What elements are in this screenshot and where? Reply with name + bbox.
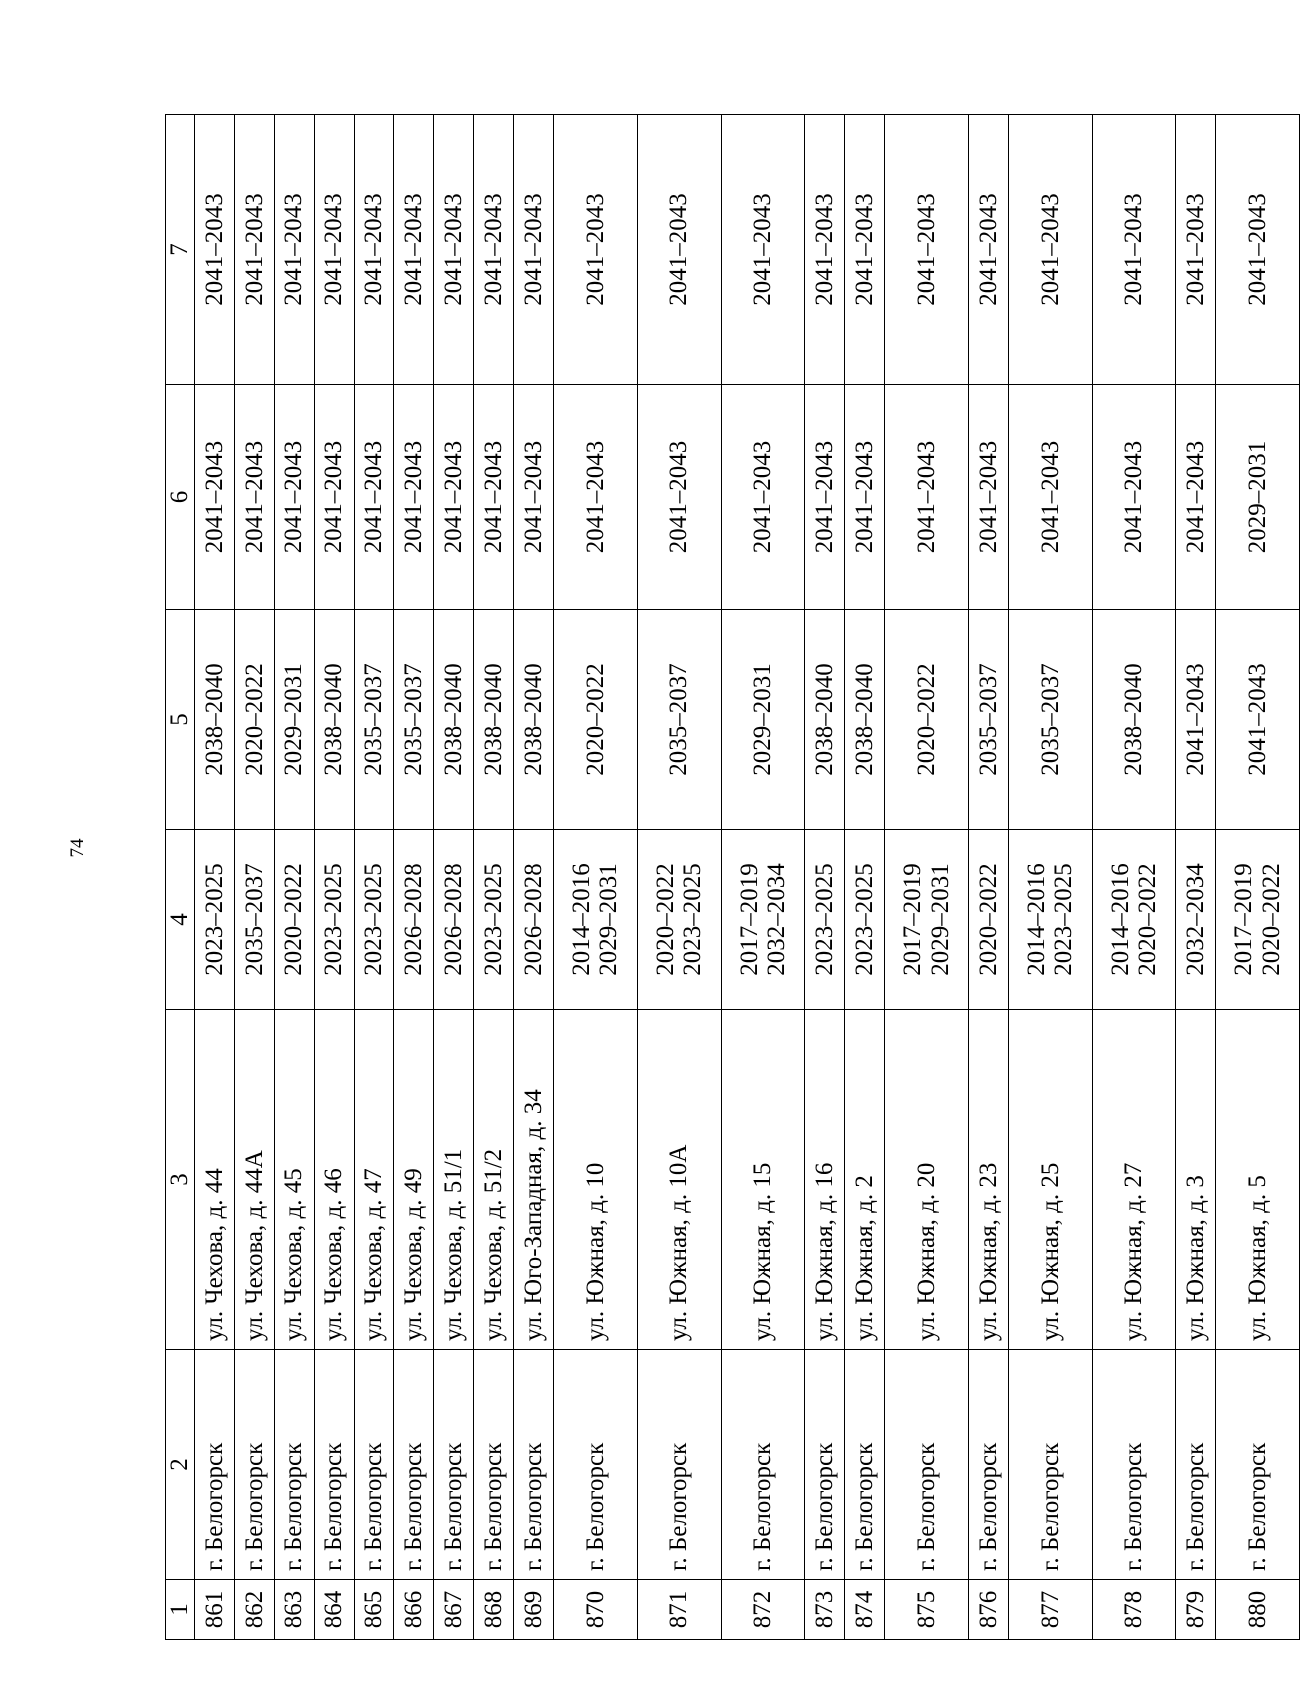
period-line: 2026–2028 <box>440 863 468 976</box>
period-col5-cell: 2038–2040 <box>474 610 514 830</box>
table-row <box>721 115 805 1640</box>
period-col4-cell <box>805 830 845 1010</box>
period-col6-cell: 2041–2043 <box>514 385 554 610</box>
address-cell: ул. Южная, д. 25 <box>1008 1010 1092 1350</box>
period-col5-cell: 2041–2043 <box>1176 610 1216 830</box>
city-cell: г. Белогорск <box>514 1350 554 1580</box>
period-col4-cell <box>1008 830 1092 1010</box>
city-cell: г. Белогорск <box>474 1350 514 1580</box>
row-number-cell: 875 <box>885 1580 969 1640</box>
table-row <box>514 115 554 1640</box>
row-number-cell: 868 <box>474 1580 514 1640</box>
city-cell: г. Белогорск <box>554 1350 638 1580</box>
table-row <box>637 115 721 1640</box>
period-col6-cell: 2041–2043 <box>394 385 434 610</box>
period-line: 2020–2022 <box>1134 863 1162 976</box>
period-col7-cell: 2041–2043 <box>637 115 721 385</box>
address-cell: ул. Южная, д. 16 <box>805 1010 845 1350</box>
city-cell: г. Белогорск <box>885 1350 969 1580</box>
city-cell: г. Белогорск <box>434 1350 474 1580</box>
period-col5-cell: 2038–2040 <box>1092 610 1176 830</box>
period-col4-cell <box>195 830 235 1010</box>
table-row <box>234 115 274 1640</box>
table-row <box>314 115 354 1640</box>
period-col7-cell: 2041–2043 <box>885 115 969 385</box>
period-line: 2023–2025 <box>811 863 839 976</box>
city-cell: г. Белогорск <box>637 1350 721 1580</box>
period-line: 2023–2025 <box>320 863 348 976</box>
period-col7-cell: 2041–2043 <box>1092 115 1176 385</box>
period-line: 2017–2019 <box>899 863 927 976</box>
address-cell: ул. Южная, д. 27 <box>1092 1010 1176 1350</box>
period-col6-cell: 2041–2043 <box>354 385 394 610</box>
row-number-cell: 870 <box>554 1580 638 1640</box>
period-col4-cell <box>1092 830 1176 1010</box>
period-col7-cell: 2041–2043 <box>805 115 845 385</box>
address-cell: ул. Чехова, д. 46 <box>314 1010 354 1350</box>
period-col4-cell <box>885 830 969 1010</box>
page-number: 74 <box>67 838 88 858</box>
period-line: 2020–2022 <box>974 863 1002 976</box>
period-col5-cell: 2035–2037 <box>968 610 1008 830</box>
period-col4-cell <box>637 830 721 1010</box>
table-row <box>885 115 969 1640</box>
row-number-cell: 865 <box>354 1580 394 1640</box>
period-col7-cell: 2041–2043 <box>1176 115 1216 385</box>
period-col7-cell: 2041–2043 <box>234 115 274 385</box>
period-line: 2032–2034 <box>763 863 790 976</box>
period-col5-cell: 2041–2043 <box>1216 610 1300 830</box>
city-cell: г. Белогорск <box>968 1350 1008 1580</box>
row-number-cell: 880 <box>1216 1580 1300 1640</box>
address-cell: ул. Чехова, д. 47 <box>354 1010 394 1350</box>
row-number-cell: 862 <box>234 1580 274 1640</box>
city-cell: г. Белогорск <box>1176 1350 1216 1580</box>
period-col4-cell <box>845 830 885 1010</box>
period-col6-cell: 2041–2043 <box>274 385 314 610</box>
row-number-cell: 866 <box>394 1580 434 1640</box>
city-cell: г. Белогорск <box>1216 1350 1300 1580</box>
period-col5-cell: 2038–2040 <box>434 610 474 830</box>
period-col6-cell: 2041–2043 <box>805 385 845 610</box>
row-number-cell: 877 <box>1008 1580 1092 1640</box>
period-col7-cell: 2041–2043 <box>434 115 474 385</box>
period-col7-cell: 2041–2043 <box>274 115 314 385</box>
address-cell: ул. Южная, д. 5 <box>1216 1010 1300 1350</box>
period-line: 2029–2031 <box>595 863 623 976</box>
period-line: 2023–2025 <box>360 863 388 976</box>
period-col7-cell: 2041–2043 <box>195 115 235 385</box>
period-col7-cell: 2041–2043 <box>554 115 638 385</box>
city-cell: г. Белогорск <box>354 1350 394 1580</box>
period-col4-cell <box>721 830 805 1010</box>
period-col6-cell: 2041–2043 <box>314 385 354 610</box>
period-col5-cell: 2038–2040 <box>314 610 354 830</box>
period-col6-cell: 2041–2043 <box>554 385 638 610</box>
address-cell: ул. Чехова, д. 44 <box>195 1010 235 1350</box>
address-cell: ул. Южная, д. 23 <box>968 1010 1008 1350</box>
period-col4-cell <box>1176 830 1216 1010</box>
period-col5-cell: 2038–2040 <box>514 610 554 830</box>
period-line: 2023–2025 <box>1050 863 1078 976</box>
period-col6-cell: 2041–2043 <box>721 385 805 610</box>
period-col4-cell <box>354 830 394 1010</box>
table-container <box>165 115 1300 1640</box>
period-col7-cell: 2041–2043 <box>1216 115 1300 385</box>
row-number-cell: 863 <box>274 1580 314 1640</box>
period-line: 2032–2034 <box>1182 863 1210 976</box>
period-col6-cell: 2041–2043 <box>1176 385 1216 610</box>
city-cell: г. Белогорск <box>234 1350 274 1580</box>
address-cell: ул. Южная, д. 2 <box>845 1010 885 1350</box>
period-col6-cell: 2041–2043 <box>434 385 474 610</box>
address-cell: ул. Южная, д. 10 <box>554 1010 638 1350</box>
period-line: 2035–2037 <box>240 863 268 976</box>
period-col4-cell <box>394 830 434 1010</box>
period-line: 2026–2028 <box>400 863 428 976</box>
table-row <box>474 115 514 1640</box>
period-line: 2023–2025 <box>679 863 707 976</box>
row-number-cell: 879 <box>1176 1580 1216 1640</box>
period-col4-cell <box>1216 830 1300 1010</box>
table-row <box>274 115 314 1640</box>
period-col4-cell <box>314 830 354 1010</box>
period-col7-cell: 2041–2043 <box>514 115 554 385</box>
table-row <box>434 115 474 1640</box>
period-col5-cell: 2038–2040 <box>805 610 845 830</box>
period-col4-cell <box>434 830 474 1010</box>
period-col6-cell: 2041–2043 <box>845 385 885 610</box>
row-number-cell: 873 <box>805 1580 845 1640</box>
period-col6-cell: 2041–2043 <box>1008 385 1092 610</box>
table-row <box>1176 115 1216 1640</box>
row-number-cell: 864 <box>314 1580 354 1640</box>
period-line: 2029–2031 <box>926 863 954 976</box>
period-col5-cell: 2038–2040 <box>195 610 235 830</box>
period-col4-cell <box>554 830 638 1010</box>
address-cell: ул. Чехова, д. 49 <box>394 1010 434 1350</box>
period-col5-cell: 2035–2037 <box>354 610 394 830</box>
row-number-cell: 861 <box>195 1580 235 1640</box>
row-number-cell: 878 <box>1092 1580 1176 1640</box>
period-col6-cell: 2041–2043 <box>885 385 969 610</box>
period-col7-cell: 2041–2043 <box>314 115 354 385</box>
period-col4-cell <box>474 830 514 1010</box>
row-number-cell: 872 <box>721 1580 805 1640</box>
column-header: 1 <box>166 1580 195 1640</box>
period-col5-cell: 2020–2022 <box>885 610 969 830</box>
period-col6-cell: 2041–2043 <box>637 385 721 610</box>
address-cell: ул. Южная, д. 15 <box>721 1010 805 1350</box>
row-number-cell: 867 <box>434 1580 474 1640</box>
table-row <box>354 115 394 1640</box>
period-line: 2020–2022 <box>651 863 679 976</box>
address-cell: ул. Чехова, д. 44А <box>234 1010 274 1350</box>
period-line: 2023–2025 <box>200 863 228 976</box>
period-col7-cell: 2041–2043 <box>474 115 514 385</box>
period-line: 2020–2022 <box>280 863 308 976</box>
period-col7-cell: 2041–2043 <box>394 115 434 385</box>
period-line: 2014–2016 <box>567 863 595 976</box>
address-cell: ул. Чехова, д. 51/1 <box>434 1010 474 1350</box>
table-row <box>968 115 1008 1640</box>
table-row <box>845 115 885 1640</box>
address-cell: ул. Южная, д. 20 <box>885 1010 969 1350</box>
period-col6-cell: 2041–2043 <box>195 385 235 610</box>
row-number-cell: 871 <box>637 1580 721 1640</box>
city-cell: г. Белогорск <box>274 1350 314 1580</box>
row-number-cell: 874 <box>845 1580 885 1640</box>
table-row <box>1216 115 1300 1640</box>
city-cell: г. Белогорск <box>805 1350 845 1580</box>
period-col6-cell: 2041–2043 <box>474 385 514 610</box>
period-col5-cell: 2035–2037 <box>1008 610 1092 830</box>
address-cell: ул. Южная, д. 10А <box>637 1010 721 1350</box>
city-cell: г. Белогорск <box>721 1350 805 1580</box>
period-col6-cell: 2029–2031 <box>1216 385 1300 610</box>
column-header: 5 <box>166 610 195 830</box>
period-col7-cell: 2041–2043 <box>968 115 1008 385</box>
address-cell: ул. Чехова, д. 45 <box>274 1010 314 1350</box>
header-row <box>166 115 195 1640</box>
city-cell: г. Белогорск <box>1008 1350 1092 1580</box>
city-cell: г. Белогорск <box>394 1350 434 1580</box>
period-col4-cell <box>514 830 554 1010</box>
city-cell: г. Белогорск <box>845 1350 885 1580</box>
period-col6-cell: 2041–2043 <box>968 385 1008 610</box>
row-number-cell: 876 <box>968 1580 1008 1640</box>
table-row <box>805 115 845 1640</box>
period-line: 2014–2016 <box>1022 863 1050 976</box>
row-number-cell: 869 <box>514 1580 554 1640</box>
period-col6-cell: 2041–2043 <box>234 385 274 610</box>
period-col5-cell: 2035–2037 <box>394 610 434 830</box>
table-row <box>1092 115 1176 1640</box>
address-cell: ул. Юго-Западная, д. 34 <box>514 1010 554 1350</box>
period-col5-cell: 2020–2022 <box>234 610 274 830</box>
period-line: 2026–2028 <box>519 863 547 976</box>
period-line: 2017–2019 <box>735 863 763 976</box>
table-row <box>1008 115 1092 1640</box>
period-col4-cell <box>234 830 274 1010</box>
period-line: 2020–2022 <box>1257 863 1285 976</box>
period-col5-cell: 2038–2040 <box>845 610 885 830</box>
period-col7-cell: 2041–2043 <box>845 115 885 385</box>
period-col7-cell: 2041–2043 <box>721 115 805 385</box>
period-col4-cell <box>968 830 1008 1010</box>
period-col5-cell: 2029–2031 <box>721 610 805 830</box>
column-header: 6 <box>166 385 195 610</box>
city-cell: г. Белогорск <box>314 1350 354 1580</box>
column-header: 7 <box>166 115 195 385</box>
period-col5-cell: 2029–2031 <box>274 610 314 830</box>
column-header: 4 <box>166 830 195 1010</box>
table-body <box>195 115 1300 1640</box>
column-header: 3 <box>166 1010 195 1350</box>
period-col7-cell: 2041–2043 <box>1008 115 1092 385</box>
city-cell: г. Белогорск <box>195 1350 235 1580</box>
housing-schedule-table <box>165 114 1300 1640</box>
period-line: 2014–2016 <box>1106 863 1134 976</box>
table-row <box>195 115 235 1640</box>
period-col4-cell <box>274 830 314 1010</box>
table-row <box>554 115 638 1640</box>
column-header: 2 <box>166 1350 195 1580</box>
period-col5-cell: 2035–2037 <box>637 610 721 830</box>
period-line: 2023–2025 <box>479 863 507 976</box>
period-line: 2023–2025 <box>850 863 878 976</box>
table-row <box>394 115 434 1640</box>
period-line: 2017–2019 <box>1230 863 1258 976</box>
period-col5-cell: 2020–2022 <box>554 610 638 830</box>
city-cell: г. Белогорск <box>1092 1350 1176 1580</box>
period-col6-cell: 2041–2043 <box>1092 385 1176 610</box>
address-cell: ул. Чехова, д. 51/2 <box>474 1010 514 1350</box>
period-col7-cell: 2041–2043 <box>354 115 394 385</box>
address-cell: ул. Южная, д. 3 <box>1176 1010 1216 1350</box>
